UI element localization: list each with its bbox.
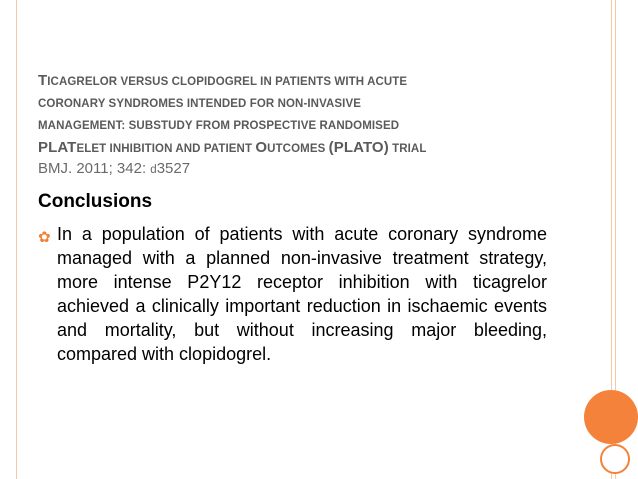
title-line-4: [38, 137, 598, 160]
title-line-4-end: TRIAL: [388, 143, 427, 155]
title-line-3: [38, 115, 598, 137]
bullet-icon: ✿: [38, 229, 51, 246]
title-line-4-mid: ELET INHIBITION AND PATIENT: [76, 143, 256, 155]
title-plato: (PLATO): [328, 139, 389, 156]
title-line-1-text: ICAGRELOR VERSUS CLOPIDOGREL IN PATIENTS WITH ACUTE: [47, 76, 408, 88]
title-o: O: [255, 139, 268, 156]
title-plat: PLAT: [38, 139, 77, 156]
title-line-1: [38, 70, 598, 93]
title-initial: T: [38, 72, 48, 89]
decorative-circle-large: [584, 390, 638, 444]
section-heading: Conclusions: [38, 191, 153, 212]
frame-line-left: [16, 0, 17, 479]
title-line-2: CORONARY SYNDROMES INTENDED FOR NON-INVASIVE: [38, 98, 362, 110]
citation-number: 3527: [156, 160, 191, 177]
conclusion-text: In a population of patients with acute coronary syndrome managed with a planned non-invasive treatment strategy, more intense P2Y12 receptor inhibition with ticagrelor achieved a clinically important reduction in ischaemic events and mortality, but without increasing major bleeding, compared with clopidogrel.: [57, 224, 547, 364]
title-line-3a: MANAGEMENT: [38, 120, 122, 132]
citation: [38, 160, 190, 177]
slide-title: [38, 70, 598, 160]
citation-main: BMJ. 2011; 342:: [38, 160, 151, 177]
decorative-circle-small: [600, 444, 630, 474]
title-line-3b: : SUBSTUDY FROM PROSPECTIVE RANDOMISED: [121, 120, 400, 132]
citation-prefix: d: [150, 164, 157, 176]
title-line-4-mid2: UTCOMES: [267, 143, 329, 155]
